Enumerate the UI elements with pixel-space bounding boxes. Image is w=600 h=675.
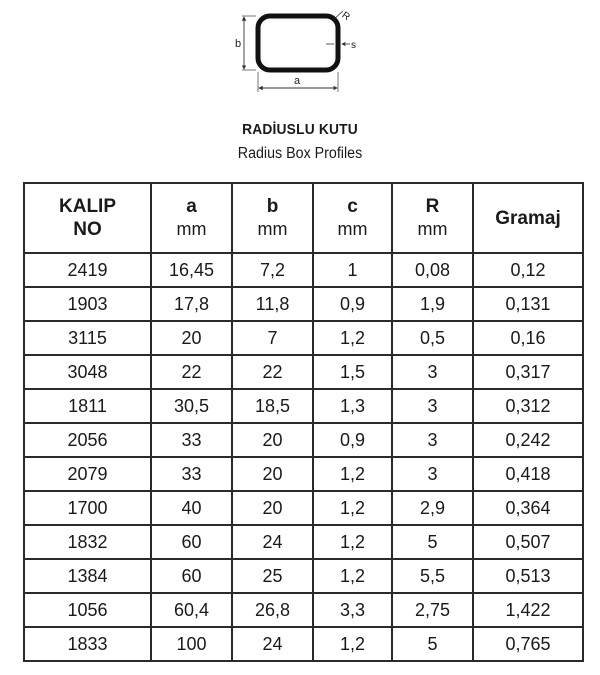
cell-a: 33 (151, 423, 232, 457)
header-b: b mm (232, 183, 313, 253)
cell-kalip-no: 3115 (24, 321, 151, 355)
table-row (24, 457, 583, 491)
table-header-row (24, 183, 583, 253)
cell-gramaj: 0,507 (473, 525, 583, 559)
cell-c: 1,2 (313, 525, 392, 559)
cell-gramaj: 0,765 (473, 627, 583, 661)
cell-b: 25 (232, 559, 313, 593)
cell-a: 20 (151, 321, 232, 355)
cell-b: 26,8 (232, 593, 313, 627)
cell-kalip-no: 1832 (24, 525, 151, 559)
table-row (24, 389, 583, 423)
cell-r: 0,08 (392, 253, 473, 287)
section-title: RADİUSLU KUTU (242, 121, 358, 138)
header-c: c mm (313, 183, 392, 253)
section-subtitle: Radius Box Profiles (237, 145, 363, 162)
table-row (24, 559, 583, 593)
cell-kalip-no: 2419 (24, 253, 151, 287)
cell-gramaj: 0,12 (473, 253, 583, 287)
cell-a: 33 (151, 457, 232, 491)
cell-b: 7 (232, 321, 313, 355)
dimension-b-label: b (235, 38, 242, 50)
cell-gramaj: 0,513 (473, 559, 583, 593)
cell-a: 17,8 (151, 287, 232, 321)
cell-kalip-no: 1811 (24, 389, 151, 423)
cell-gramaj: 0,16 (473, 321, 583, 355)
table-row (24, 491, 583, 525)
cell-c: 1,3 (313, 389, 392, 423)
cell-b: 20 (232, 491, 313, 525)
dimension-r-label: R (339, 10, 352, 24)
cell-r: 5,5 (392, 559, 473, 593)
header-kalip-no: KALIP NO (24, 183, 151, 253)
dimension-a-label: a (294, 75, 301, 87)
cell-kalip-no: 1384 (24, 559, 151, 593)
cell-c: 0,9 (313, 287, 392, 321)
cell-c: 3,3 (313, 593, 392, 627)
cell-b: 7,2 (232, 253, 313, 287)
cell-r: 3 (392, 423, 473, 457)
dimension-s-label: s (351, 40, 356, 51)
cell-gramaj: 0,242 (473, 423, 583, 457)
cell-r: 5 (392, 525, 473, 559)
cell-a: 16,45 (151, 253, 232, 287)
header-a: a mm (151, 183, 232, 253)
cell-r: 2,75 (392, 593, 473, 627)
cell-c: 1,2 (313, 491, 392, 525)
cell-a: 100 (151, 627, 232, 661)
header-r: R mm (392, 183, 473, 253)
cell-kalip-no: 1700 (24, 491, 151, 525)
cell-c: 1,2 (313, 559, 392, 593)
table-row (24, 525, 583, 559)
table-body (24, 253, 583, 661)
cell-gramaj: 0,312 (473, 389, 583, 423)
cell-r: 0,5 (392, 321, 473, 355)
table-row (24, 253, 583, 287)
cell-r: 2,9 (392, 491, 473, 525)
cell-gramaj: 0,131 (473, 287, 583, 321)
cell-r: 5 (392, 627, 473, 661)
cell-c: 0,9 (313, 423, 392, 457)
cell-r: 3 (392, 389, 473, 423)
cell-r: 1,9 (392, 287, 473, 321)
cell-gramaj: 0,364 (473, 491, 583, 525)
cell-kalip-no: 1833 (24, 627, 151, 661)
cell-gramaj: 0,317 (473, 355, 583, 389)
cell-gramaj: 0,418 (473, 457, 583, 491)
cell-b: 20 (232, 457, 313, 491)
cell-c: 1,2 (313, 321, 392, 355)
table-row (24, 321, 583, 355)
cell-b: 24 (232, 627, 313, 661)
cell-a: 40 (151, 491, 232, 525)
cell-a: 60 (151, 525, 232, 559)
profile-spec-table (23, 182, 584, 662)
cell-c: 1,5 (313, 355, 392, 389)
cell-c: 1,2 (313, 627, 392, 661)
cell-a: 60 (151, 559, 232, 593)
header-gramaj: Gramaj (473, 183, 583, 253)
table-row (24, 287, 583, 321)
cell-b: 22 (232, 355, 313, 389)
cell-kalip-no: 2056 (24, 423, 151, 457)
cell-c: 1 (313, 253, 392, 287)
cell-b: 11,8 (232, 287, 313, 321)
cell-c: 1,2 (313, 457, 392, 491)
cell-r: 3 (392, 457, 473, 491)
cell-b: 18,5 (232, 389, 313, 423)
cell-kalip-no: 3048 (24, 355, 151, 389)
cell-a: 22 (151, 355, 232, 389)
cell-b: 24 (232, 525, 313, 559)
cell-kalip-no: 1903 (24, 287, 151, 321)
cell-a: 60,4 (151, 593, 232, 627)
table-row (24, 627, 583, 661)
cell-kalip-no: 2079 (24, 457, 151, 491)
table-row (24, 355, 583, 389)
cell-b: 20 (232, 423, 313, 457)
cell-a: 30,5 (151, 389, 232, 423)
cell-gramaj: 1,422 (473, 593, 583, 627)
cell-r: 3 (392, 355, 473, 389)
cell-kalip-no: 1056 (24, 593, 151, 627)
box-profile-inner (262, 20, 334, 66)
box-profile-outer (258, 16, 338, 70)
table-row (24, 423, 583, 457)
table-row (24, 593, 583, 627)
profile-diagram (222, 6, 372, 98)
